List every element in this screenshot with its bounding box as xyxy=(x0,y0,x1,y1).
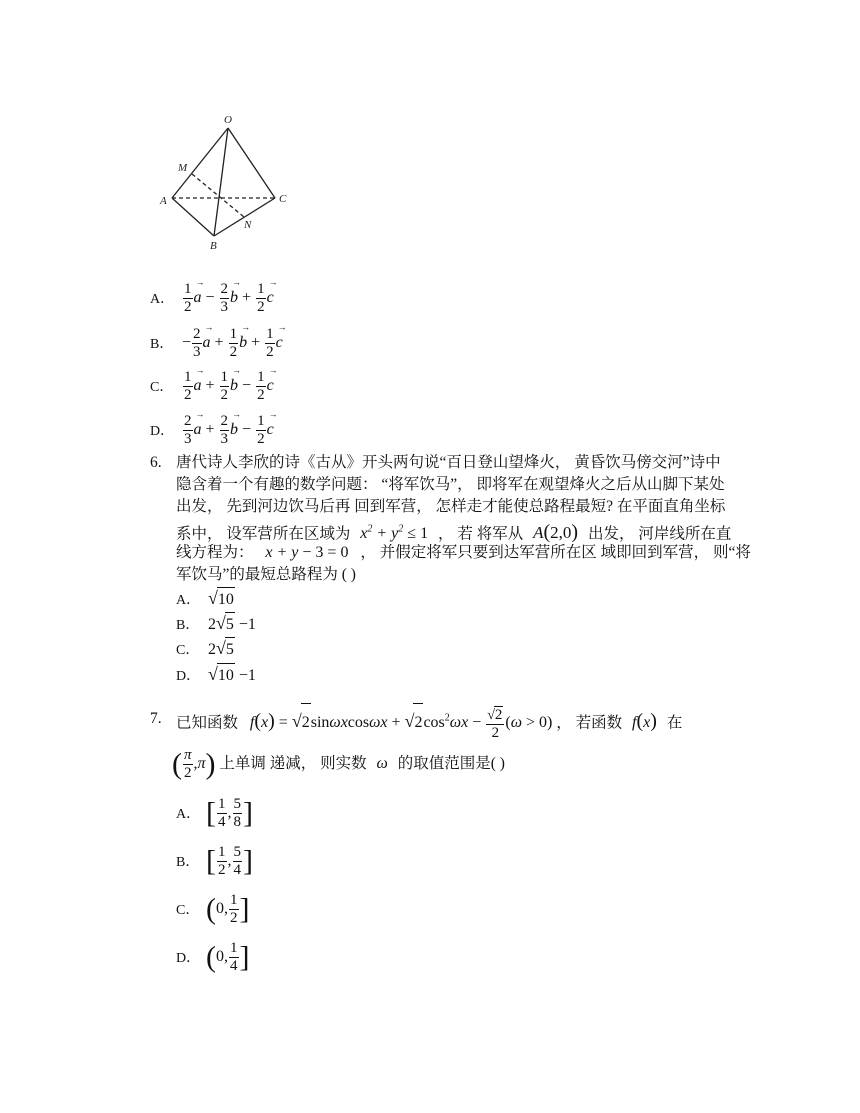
option-label: A． xyxy=(150,292,175,307)
q6-option-c: C． 2√5 xyxy=(176,636,235,663)
q6-line5b: ， 并假定将军只要到达军营所在区 域即回到军营， 则“将 xyxy=(360,544,751,561)
q7-interval: ( $\frac{\pi}{2}$ ,π) xyxy=(172,746,216,781)
q7-line2b: 的取值范围是( ) xyxy=(397,755,505,772)
option-label: D． xyxy=(150,424,175,439)
q7-line1 xyxy=(176,700,682,742)
option-expression: $\frac{2}{3}$ → a + $\frac{2}{3}$ → b − $\frac{1}{2}$ → c xyxy=(182,413,274,448)
q6-lineeq: x + y − 3 = 0 xyxy=(265,544,349,561)
q7-function: $f(x) = √2\sin\omega xcos\omega x + √2\cos^2\omega x$ − $\frac{√2}{2}$ (ω > 0) xyxy=(250,714,553,731)
q6-point: A(2,0) xyxy=(533,521,579,544)
q5-option-d xyxy=(150,410,274,450)
q6-line2: 隐含着一个有趣的数学问题： “将军饮马”， 即将军在观望烽火之后从山脚下某处 xyxy=(176,476,725,493)
option-expression: $\frac{1}{2}$ → a + $\frac{1}{2}$ → b − $\frac{1}{2}$ → c xyxy=(182,369,274,404)
q6-line4b: ， 若 将军从 xyxy=(437,525,524,543)
q7-line2a: 上单调 递减， 则实数 xyxy=(219,755,367,772)
option-label: C． xyxy=(150,380,174,395)
q7-line1c: 在 xyxy=(666,714,683,732)
q6-option-a: A． √10 xyxy=(176,586,235,613)
q7-omega: ω xyxy=(376,755,388,772)
q7-option-b: B． [ $\frac{1}{2}$ , $\frac{5}{4}$ ] xyxy=(176,843,253,878)
label-O: O xyxy=(224,114,232,126)
label-M: M xyxy=(178,162,188,174)
label-N: N xyxy=(244,219,252,231)
q6-ineq: $x^2 + y^2 \le 1$ xyxy=(360,524,429,543)
q7-line1a: 已知函数 xyxy=(176,714,239,732)
q7-option-c: C． (0, $\frac{1}{2}$ ] xyxy=(176,891,250,926)
q5-option-a xyxy=(150,278,274,318)
tetrahedron-figure xyxy=(150,108,310,258)
q7-fx: f(x) xyxy=(632,710,657,733)
label-C: C xyxy=(279,193,287,205)
q6-line5 xyxy=(176,542,751,564)
q5-option-b xyxy=(150,323,283,363)
q6-option-b: B． 2√5 −1 xyxy=(176,611,256,638)
q6-number: 6. xyxy=(150,454,162,471)
q6-option-d: D． √10 −1 xyxy=(176,662,256,689)
q6-line5a: 线方程为： xyxy=(176,544,254,561)
q6-line4c: 出发， 河岸线所在直 xyxy=(587,525,732,543)
q7-option-d: D． (0, $\frac{1}{4}$ ] xyxy=(176,939,250,974)
q7-option-a: A． [ $\frac{1}{4}$ , $\frac{5}{8}$ ] xyxy=(176,795,253,830)
q7-number: 7. xyxy=(150,710,162,727)
q7-line2 xyxy=(172,744,505,784)
q6-line6: 军饮马”的最短总路程为 ( ) xyxy=(176,566,356,583)
q7-line1b: ， 若函数 xyxy=(556,714,623,732)
option-expression: − $\frac{2}{3}$ → a + $\frac{1}{2}$ → b + $\frac{1}{2}$ → c xyxy=(182,326,283,361)
label-B: B xyxy=(210,240,217,252)
q6-line4a: 系中， 设军营所在区域为 xyxy=(176,525,351,543)
label-A: A xyxy=(160,195,167,207)
q6-line1: 唐代诗人李欣的诗《古从》开头两句说“百日登山望烽火， 黄昏饮马傍交河”诗中 xyxy=(176,454,721,471)
q6-line3: 出发， 先到河边饮马后再 回到军营， 怎样走才能使总路程最短? 在平面直角坐标 xyxy=(176,498,726,515)
option-expression: $\frac{1}{2}$ → a − $\frac{2}{3}$ → b + $\frac{1}{2}$ → c xyxy=(182,281,274,316)
q5-option-c xyxy=(150,366,274,406)
option-label: B． xyxy=(150,337,174,352)
